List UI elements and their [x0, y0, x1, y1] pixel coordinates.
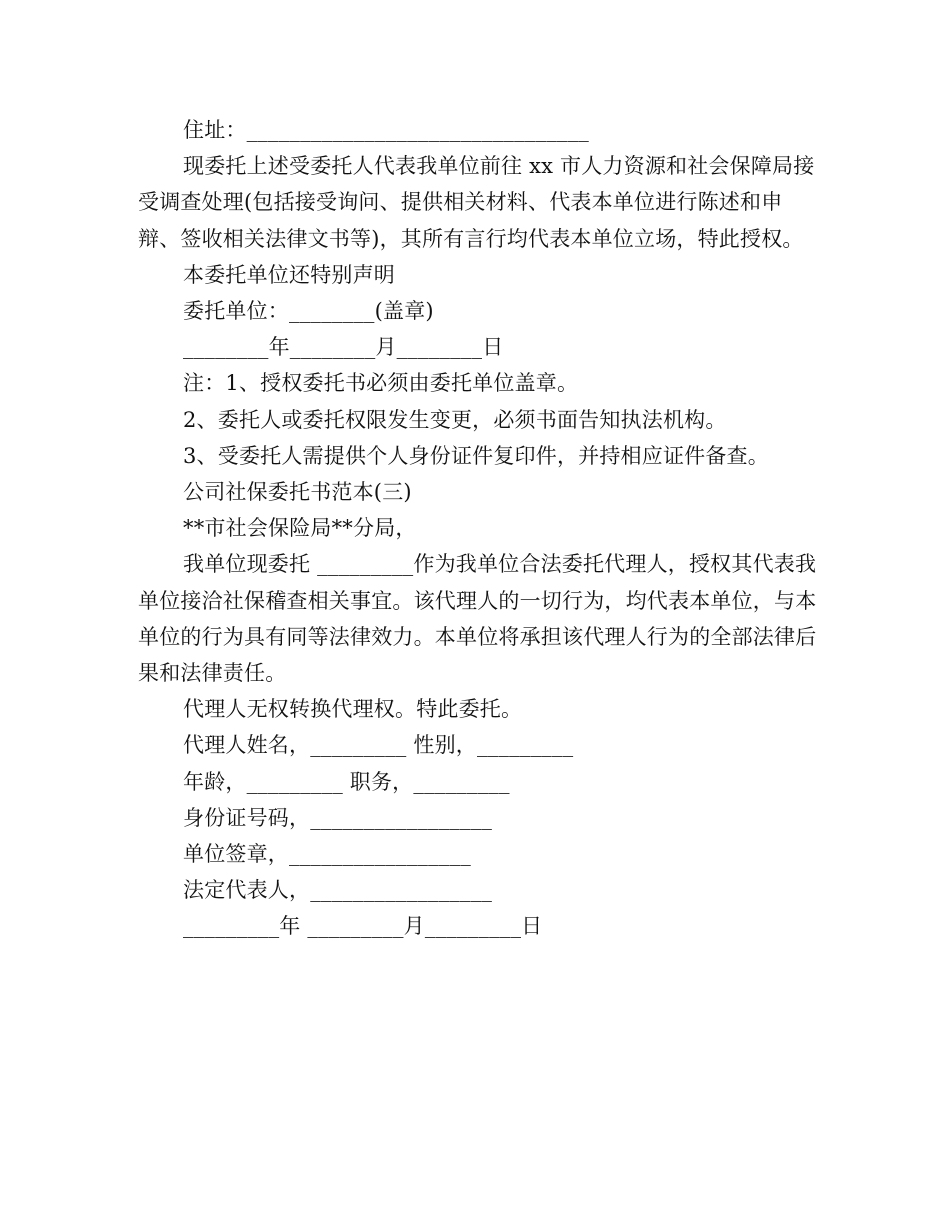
template-title: 公司社保委托书范本(三)	[183, 480, 412, 505]
unit-seal-line: 单位签章，_________________	[183, 842, 471, 867]
document-body	[138, 112, 818, 945]
date-line: ________年________月________日	[183, 335, 504, 360]
agent-authorization-paragraph: 我单位现委托 _________作为我单位合法委托代理人，授权其代表我单位接洽社保稽查相关事宜。该代理人的一切行为，均代表本单位，与本单位的行为具有同等法律效力。本单位将承担该代理人行为的全部法律后果和法律责任。	[138, 552, 817, 686]
closing-date-line: _________年 _________月_________日	[183, 914, 543, 939]
id-number-line: 身份证号码，_________________	[183, 805, 493, 830]
addressee-line: **市社会保险局**分局，	[183, 516, 417, 541]
note-item-3: 3、受委托人需提供个人身份证件复印件，并持相应证件备查。	[183, 443, 769, 468]
note-item-1: 注：1、授权委托书必须由委托单位盖章。	[183, 371, 579, 396]
age-position-line: 年龄，_________ 职务，_________	[183, 769, 510, 794]
special-statement-heading: 本委托单位还特别声明	[183, 262, 395, 287]
authorization-paragraph: 现委托上述受委托人代表我单位前往 xx 市人力资源和社会保障局接受调查处理(包括接受询问、提供相关材料、代表本单位进行陈述和申辩、签收相关法律文书等)，其所有言行均代表本单位立场，特此授权。	[138, 154, 815, 251]
no-transfer-statement: 代理人无权转换代理权。特此委托。	[183, 697, 523, 722]
entrusting-unit-line: 委托单位：________(盖章)	[183, 299, 434, 324]
note-item-2: 2、委托人或委托权限发生变更，必须书面告知执法机构。	[183, 407, 727, 432]
legal-representative-line: 法定代表人，_________________	[183, 878, 493, 903]
address-line: 住址：________________________________	[183, 118, 589, 142]
agent-name-gender-line: 代理人姓名，_________ 性别，_________	[183, 733, 574, 758]
